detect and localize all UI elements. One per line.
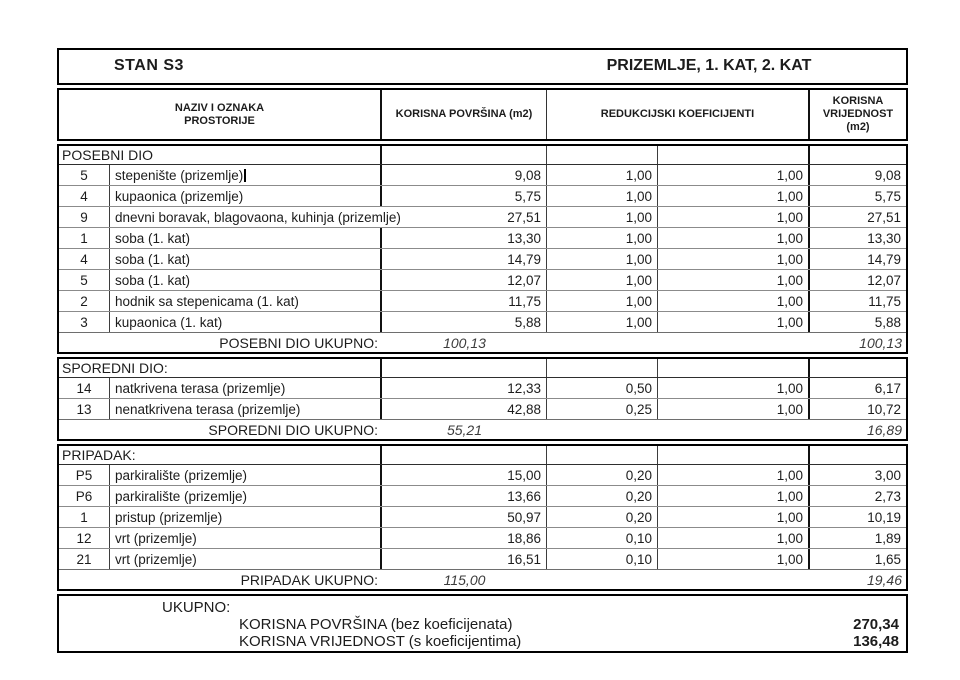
value-cell: 2,73	[874, 488, 901, 504]
coef2-cell: 1,00	[658, 486, 810, 506]
coef1-cell: 0,25	[547, 399, 658, 419]
coef2-cell: 1,00	[658, 378, 810, 398]
area-calculation-table	[57, 48, 908, 656]
summary-value: 270,34	[853, 616, 899, 633]
row-id-cell: 9	[59, 207, 110, 227]
coef2-cell: 1,00	[658, 186, 810, 206]
table-row	[59, 228, 906, 249]
area-cell: 16,51	[382, 549, 547, 569]
col-header-area: KORISNA POVRŠINA (m2)	[382, 90, 547, 139]
table-row	[59, 378, 906, 399]
summary-line	[59, 633, 906, 650]
coef1-cell: 0,50	[547, 378, 658, 398]
coef2-cell: 1,00	[658, 507, 810, 527]
section-total-row	[59, 333, 906, 352]
coef2-cell: 1,00	[658, 249, 810, 269]
area-cell: 50,97	[382, 507, 547, 527]
row-id-cell: 13	[59, 399, 110, 419]
value-cell: 13,30	[867, 230, 901, 246]
section-header-row	[59, 446, 906, 465]
table-row	[59, 549, 906, 570]
area-cell: 27,51	[382, 207, 547, 227]
section-header-row	[59, 146, 906, 165]
value-cell: 10,72	[867, 401, 901, 417]
table-row	[59, 486, 906, 507]
coef2-cell: 1,00	[658, 465, 810, 485]
total-area: 100,13	[443, 334, 486, 351]
table-row	[59, 207, 906, 228]
table-row	[59, 528, 906, 549]
area-cell: 12,07	[382, 270, 547, 290]
coef2-cell: 1,00	[658, 291, 810, 311]
summary-line	[59, 616, 906, 633]
summary-block	[57, 594, 908, 653]
row-id-cell: 12	[59, 528, 110, 548]
row-id-cell: 1	[59, 228, 110, 248]
summary-value: 136,48	[853, 633, 899, 650]
table-row	[59, 465, 906, 486]
coef1-cell: 0,10	[547, 528, 658, 548]
table-row	[59, 165, 906, 186]
value-cell: 1,89	[874, 530, 901, 546]
value-cell: 3,00	[874, 467, 901, 483]
table-row	[59, 291, 906, 312]
row-name-cell: nenatkrivena terasa (prizemlje)	[110, 399, 382, 419]
section-label: SPOREDNI DIO:	[59, 359, 382, 377]
row-name-cell: dnevni boravak, blagovaona, kuhinja (prizemlje)	[115, 209, 401, 225]
coef2-cell: 1,00	[658, 399, 810, 419]
row-id-cell: 4	[59, 249, 110, 269]
value-cell: 5,88	[874, 314, 901, 330]
table-row	[59, 399, 906, 420]
section-label: PRIPADAK:	[59, 446, 382, 464]
text-caret	[244, 169, 246, 182]
row-id-cell: 1	[59, 507, 110, 527]
row-id-cell: 2	[59, 291, 110, 311]
section-total-row	[59, 420, 906, 439]
coef1-cell: 0,20	[547, 486, 658, 506]
total-label: SPOREDNI DIO UKUPNO:	[208, 421, 378, 438]
coef2-cell: 1,00	[658, 228, 810, 248]
coef1-cell: 1,00	[547, 291, 658, 311]
coef2-cell: 1,00	[658, 207, 810, 227]
row-id-cell: 4	[59, 186, 110, 206]
area-cell: 18,86	[382, 528, 547, 548]
area-cell: 14,79	[382, 249, 547, 269]
area-cell: 42,88	[382, 399, 547, 419]
row-id-cell: 3	[59, 312, 110, 332]
row-name-cell: parkiralište (prizemlje)	[110, 486, 382, 506]
coef1-cell: 1,00	[547, 249, 658, 269]
row-id-cell: 14	[59, 378, 110, 398]
row-id-cell: P5	[59, 465, 110, 485]
row-name-cell: soba (1. kat)	[110, 249, 382, 269]
column-header-row	[57, 88, 908, 141]
table-row	[59, 270, 906, 291]
row-id-cell: 5	[59, 165, 110, 185]
coef1-cell: 0,10	[547, 549, 658, 569]
row-name-cell: pristup (prizemlje)	[110, 507, 382, 527]
coef1-cell: 1,00	[547, 270, 658, 290]
coef1-cell: 1,00	[547, 186, 658, 206]
section-label: POSEBNI DIO	[59, 146, 382, 164]
summary-label: KORISNA VRIJEDNOST (s koeficijentima)	[239, 633, 522, 650]
section-total-row	[59, 570, 906, 589]
value-cell: 27,51	[867, 209, 901, 225]
row-name-cell[interactable]: stepenište (prizemlje)	[110, 165, 382, 185]
coef2-cell: 1,00	[658, 528, 810, 548]
area-cell: 13,66	[382, 486, 547, 506]
coef2-cell: 1,00	[658, 312, 810, 332]
value-cell: 14,79	[867, 251, 901, 267]
row-name-cell: natkrivena terasa (prizemlje)	[110, 378, 382, 398]
section-header-row	[59, 359, 906, 378]
row-name-cell: parkiralište (prizemlje)	[110, 465, 382, 485]
value-cell: 9,08	[874, 167, 901, 183]
row-name-cell: soba (1. kat)	[110, 228, 382, 248]
row-name-cell: soba (1. kat)	[110, 270, 382, 290]
section-block-posebni-dio	[57, 144, 908, 354]
value-cell: 11,75	[868, 293, 901, 309]
coef1-cell: 1,00	[547, 165, 658, 185]
area-cell: 5,88	[382, 312, 547, 332]
row-name-cell: vrt (prizemlje)	[110, 549, 382, 569]
col-header-value: KORISNA VRIJEDNOST (m2)	[822, 95, 894, 133]
area-cell: 12,33	[382, 378, 547, 398]
coef1-cell: 0,20	[547, 465, 658, 485]
area-cell: 15,00	[382, 465, 547, 485]
floors-title: PRIZEMLJE, 1. KAT, 2. KAT	[606, 57, 812, 74]
title-row	[57, 48, 908, 85]
unit-title: STAN S3	[114, 57, 184, 74]
table-row	[59, 186, 906, 207]
section-block-pripadak	[57, 444, 908, 591]
area-cell: 9,08	[382, 165, 547, 185]
value-cell: 12,07	[867, 272, 901, 288]
row-name-cell: kupaonica (prizemlje)	[110, 186, 382, 206]
table-row	[59, 312, 906, 333]
col-header-name: NAZIV I OZNAKA PROSTORIJE	[59, 90, 382, 139]
col-header-coefficients: REDUKCIJSKI KOEFICIJENTI	[547, 90, 810, 139]
table-row	[59, 249, 906, 270]
total-label: PRIPADAK UKUPNO:	[240, 571, 378, 588]
total-label: POSEBNI DIO UKUPNO:	[219, 334, 378, 351]
area-cell: 5,75	[382, 186, 547, 206]
total-area: 55,21	[446, 421, 483, 438]
coef2-cell: 1,00	[658, 549, 810, 569]
value-cell: 5,75	[874, 188, 901, 204]
row-name-cell: kupaonica (1. kat)	[110, 312, 382, 332]
row-id-cell: P6	[59, 486, 110, 506]
row-name-cell: hodnik sa stepenicama (1. kat)	[110, 291, 382, 311]
area-cell: 13,30	[382, 228, 547, 248]
total-value: 19,46	[866, 571, 902, 588]
value-cell: 6,17	[874, 380, 901, 396]
section-block-sporedni-dio	[57, 357, 908, 441]
table-row	[59, 507, 906, 528]
total-area: 115,00	[443, 571, 486, 588]
coef1-cell: 1,00	[547, 207, 658, 227]
coef1-cell: 0,20	[547, 507, 658, 527]
row-id-cell: 5	[59, 270, 110, 290]
area-cell: 11,75	[382, 291, 547, 311]
coef1-cell: 1,00	[547, 312, 658, 332]
row-id-cell: 21	[59, 549, 110, 569]
coef2-cell: 1,00	[658, 270, 810, 290]
value-cell: 10,19	[867, 509, 901, 525]
total-value: 16,89	[866, 421, 902, 438]
coef1-cell: 1,00	[547, 228, 658, 248]
value-cell: 1,65	[874, 551, 901, 567]
coef2-cell: 1,00	[658, 165, 810, 185]
row-name-cell: vrt (prizemlje)	[110, 528, 382, 548]
summary-title: UKUPNO:	[162, 599, 231, 616]
total-value: 100,13	[859, 334, 902, 351]
summary-label: KORISNA POVRŠINA (bez koeficijenata)	[239, 616, 513, 633]
